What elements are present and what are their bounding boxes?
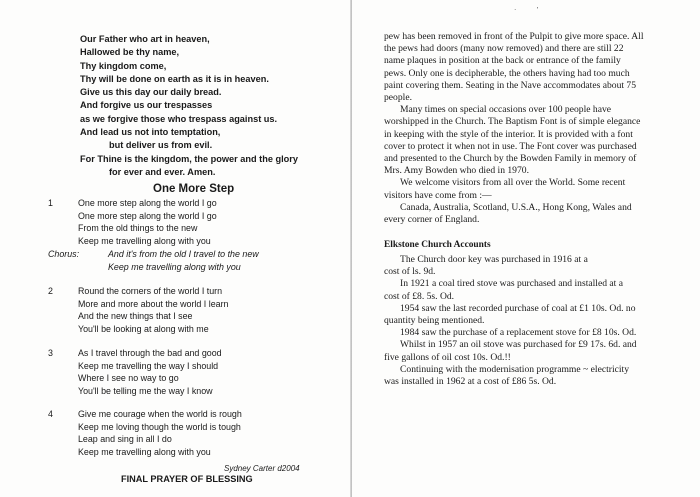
text-line: cost of £8. 5s. Od.	[384, 290, 455, 302]
verse-line: Keep me loving though the world is tough	[78, 421, 241, 432]
verse-line: Where I see no way to go	[78, 373, 179, 383]
church-history-text	[384, 31, 690, 226]
prayer-line: as we forgive those who trespass against us.	[80, 113, 278, 124]
right-page	[352, 0, 700, 497]
text-line: The Church door key was purchased in 1916 at a	[400, 254, 588, 265]
accounts-text	[384, 254, 690, 388]
verse-number: 1	[48, 198, 53, 208]
text-line: 1984 saw the purchase of a replacement stove for £8 10s. Od.	[400, 327, 637, 339]
text-line: pews. Only one is decipherable, the others having had too much	[384, 67, 630, 79]
text-line: Many times on special occasions over 100 people have	[400, 104, 612, 116]
verse-line: Keep me travelling along with you	[78, 235, 211, 246]
chorus-label: Chorus:	[48, 249, 80, 259]
prayer-line: Thy will be done on earth as it is in heaven.	[80, 73, 269, 84]
prayer-line: Our Father who art in heaven,	[80, 34, 210, 44]
prayer-line: Thy kingdom come,	[80, 60, 167, 71]
verse-line: You'll be telling me the way I know	[78, 385, 213, 396]
verse-line: Round the corners of the world I turn	[78, 286, 223, 296]
verse-line: From the old things to the new	[78, 223, 198, 233]
text-line: the pews had doors (many now removed) and there are still 22	[384, 43, 624, 55]
prayer-line: for ever and ever. Amen.	[109, 166, 216, 177]
verse-line: Keep me travelling along with you	[78, 446, 211, 457]
text-line: paint covering them. Seating in the Nave accommodates about 75	[384, 79, 637, 91]
print-specks: ·​’	[514, 6, 559, 14]
text-line: cost of ls. 9d.	[384, 266, 436, 278]
chorus-line: Keep me travelling along with you	[108, 261, 241, 272]
text-line: every corner of England.	[384, 214, 480, 226]
chorus-line: And it's from the old I travel to the new	[108, 249, 259, 259]
text-line: in keeping with the style of the interior. It is provided with a font	[384, 128, 633, 140]
text-line: people.	[384, 92, 412, 104]
text-line: Whilst in 1957 an oil stove was purchased for £9 17s. 6d. and	[400, 339, 637, 351]
prayer-line: but deliver us from evil.	[109, 140, 213, 151]
verse-number: 4	[48, 409, 53, 419]
prayer-line: Give us this day our daily bread.	[80, 87, 222, 98]
prayer-line: And lead us not into temptation,	[80, 127, 221, 138]
verse-number: 3	[48, 348, 53, 358]
accounts-heading: Elkstone Church Accounts	[384, 240, 491, 250]
text-line: name plaques in position at the back or entrance of the family	[384, 55, 621, 67]
text-line: quantity being mentioned.	[384, 315, 485, 327]
verse-line: As I travel through the bad and good	[78, 348, 222, 358]
hymn-credit: Sydney Carter d2004	[224, 464, 300, 473]
verse-line: One more step along the world I go	[78, 210, 217, 221]
text-line: Continuing with the modernisation programme ~ electricity	[400, 363, 629, 375]
text-line: was installed in 1962 at a cost of £86 5s. Od.	[384, 376, 557, 388]
text-line: visitors have come from :—	[384, 189, 492, 201]
song-title: One More Step	[153, 183, 235, 195]
verse-line: Keep me travelling the way I should	[78, 360, 219, 371]
verse-line: And the new things that I see	[78, 311, 193, 321]
verse-line: You'll be looking at along with me	[78, 323, 209, 334]
prayer-line: For Thine is the kingdom, the power and the glory	[80, 153, 298, 164]
verse-line: More and more about the world I learn	[78, 298, 229, 309]
text-line: In 1921 a coal tired stove was purchased and installed at a	[400, 278, 623, 290]
text-line: and presented to the Church by the Bowden Family in memory of	[384, 153, 637, 165]
text-line: Mrs. Amy Bowden who died in 1970.	[384, 165, 529, 177]
text-line: five gallons of oil cost 10s. Od.!!	[384, 351, 511, 363]
lords-prayer	[80, 33, 350, 179]
prayer-line: And forgive us our trespasses	[80, 100, 213, 111]
final-prayer-heading: FINAL PRAYER OF BLESSING	[121, 474, 253, 484]
verse-number: 2	[48, 286, 53, 296]
text-line: 1954 saw the last recorded purchase of coal at £1 10s. Od. no	[400, 302, 636, 314]
verse-line: Give me courage when the world is rough	[78, 409, 242, 419]
text-line: Canada, Australia, Scotland, U.S.A., Hong Kong, Wales and	[400, 201, 632, 213]
text-line: We welcome visitors from all over the World. Some recent	[400, 177, 626, 189]
verse-line: One more step along the world I go	[78, 198, 217, 208]
text-line: worshipped in the Church. The Baptism Font is of simple elegance	[384, 116, 641, 128]
prayer-line: Hallowed be thy name,	[80, 47, 180, 58]
text-line: pew has been removed in front of the Pulpit to give more space. All	[384, 31, 644, 42]
text-line: cover to protect it when not in use. The Font cover was purchased	[384, 140, 637, 152]
verse-line: Leap and sing in all I do	[78, 434, 172, 444]
